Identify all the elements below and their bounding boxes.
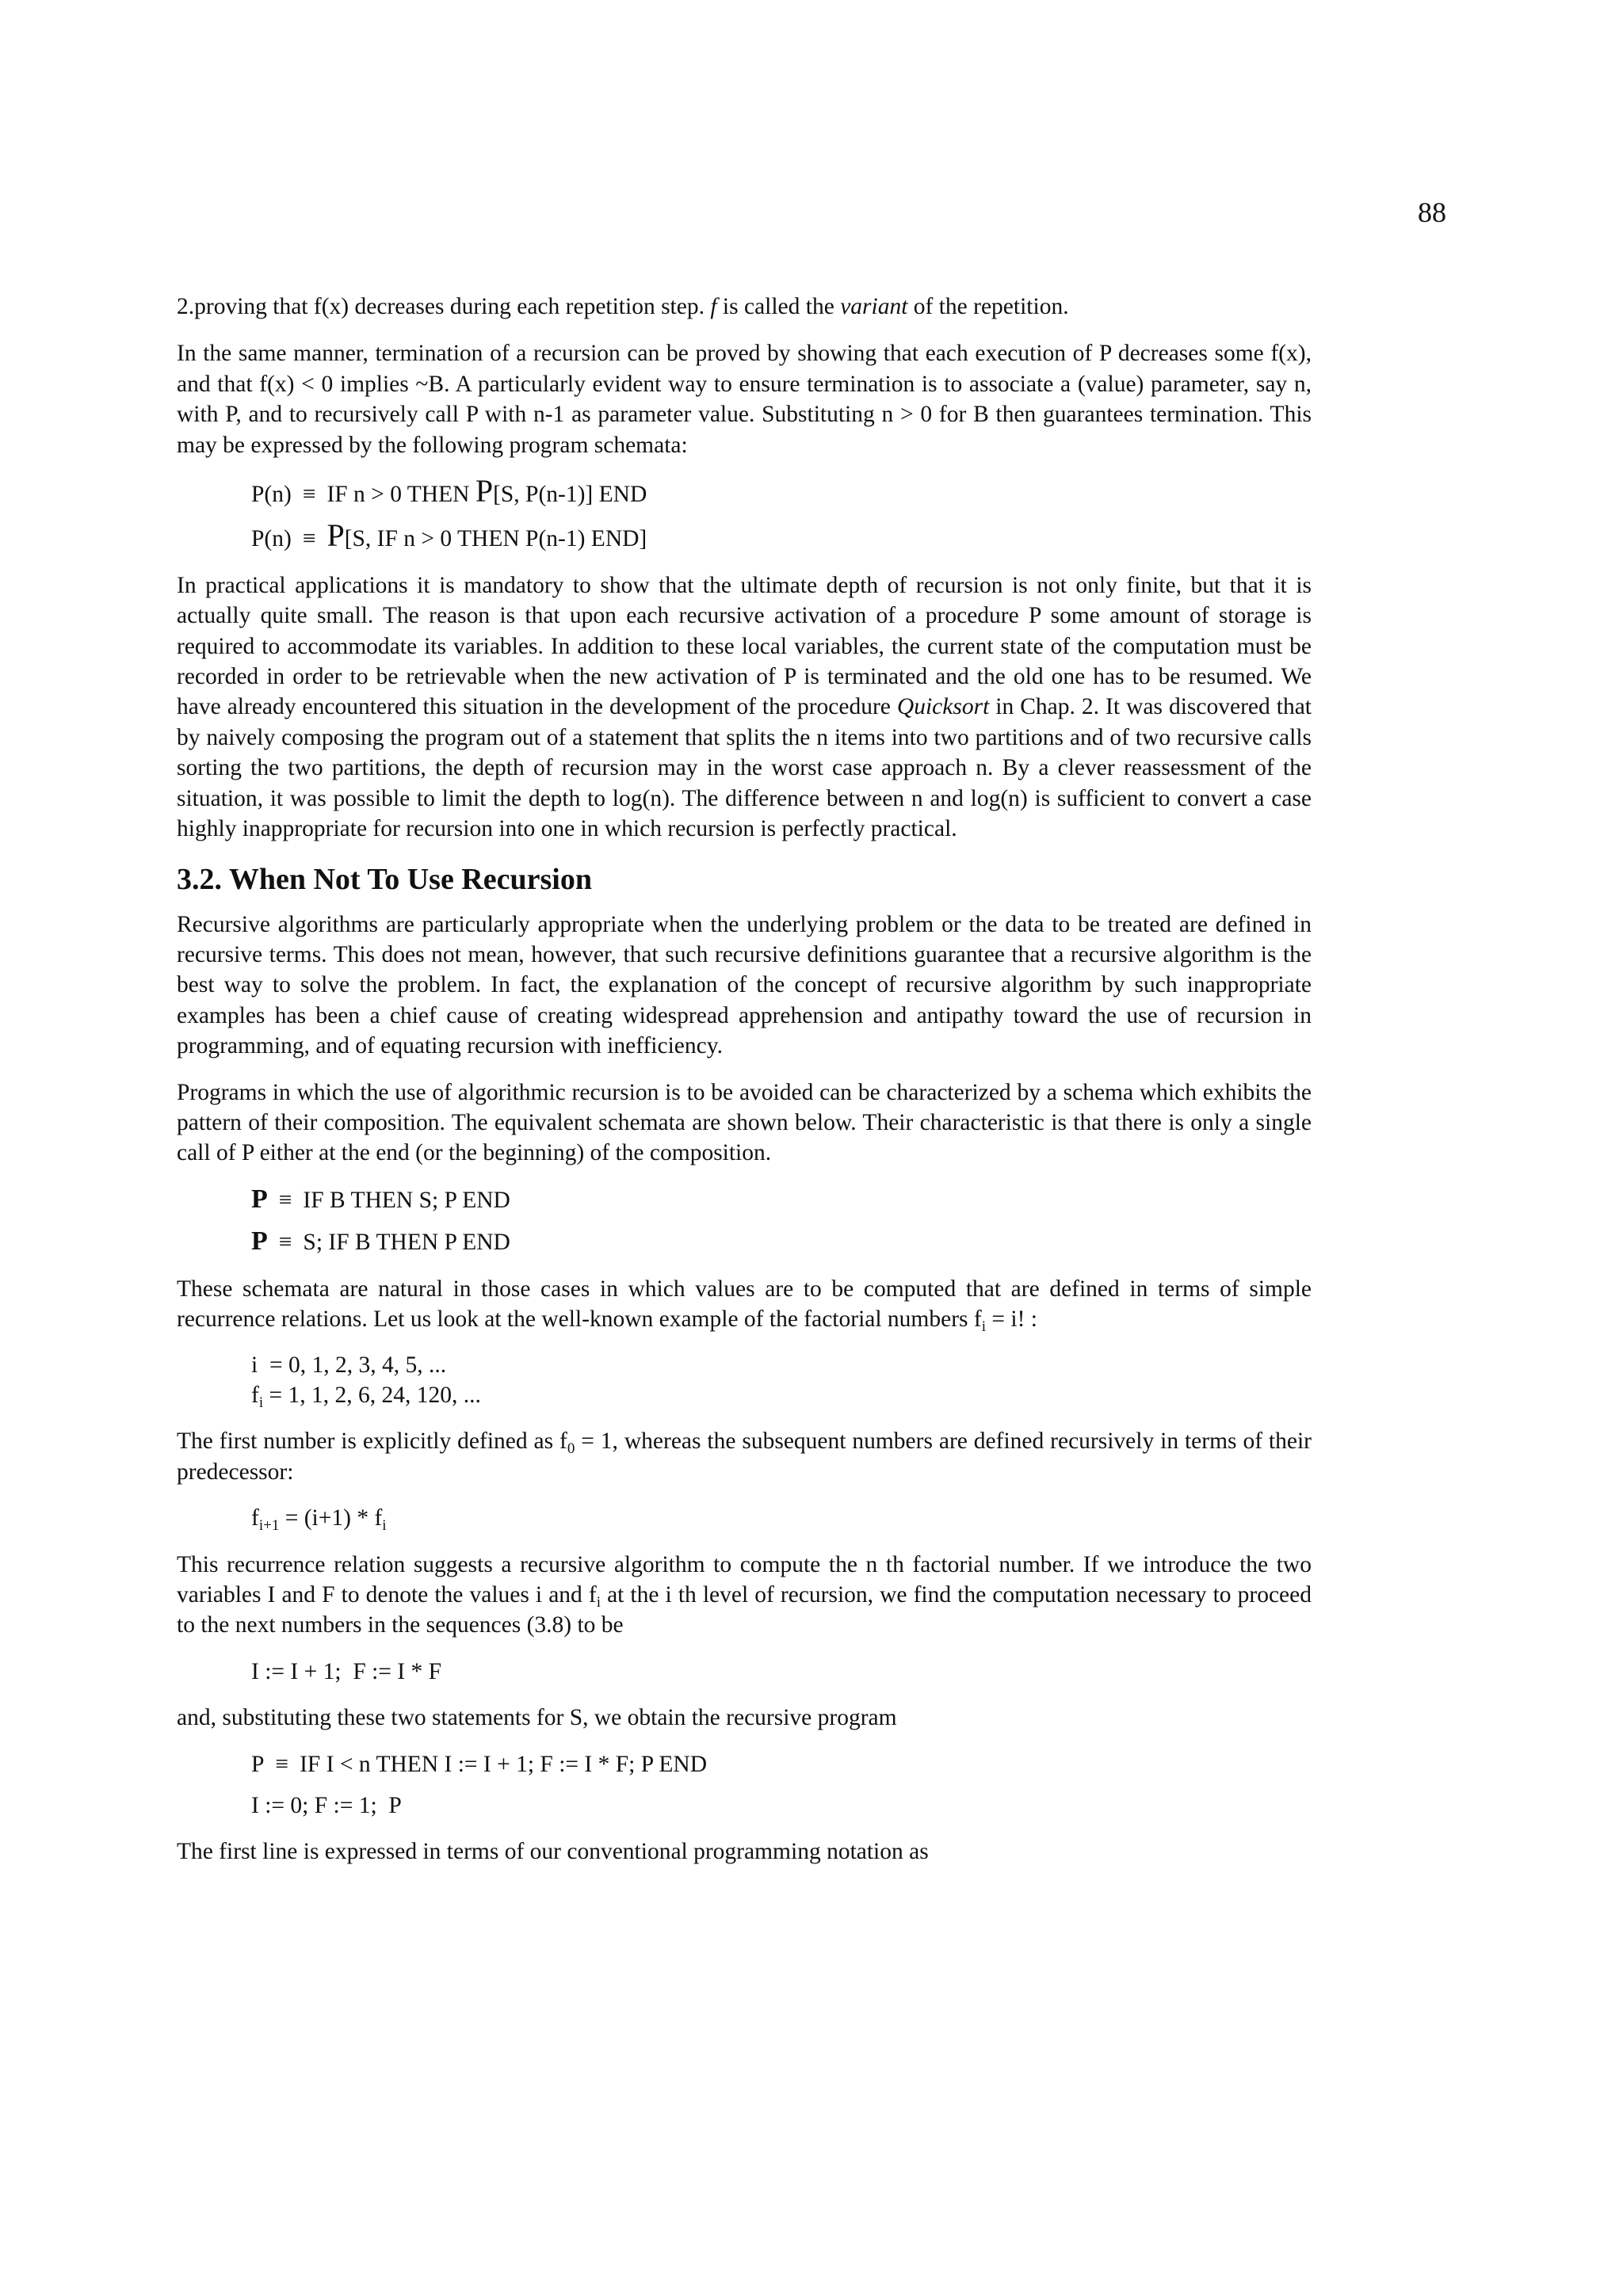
page-body [177,292,1312,1883]
subscript: 0 [567,1440,575,1458]
page-number: 88 [1418,196,1446,228]
subscript: i [382,1517,387,1535]
schema-1-lhs: P(n) [251,482,292,508]
schema-4-rhs: S; IF B THEN P END [303,1230,510,1256]
paragraph-first-line: The first line is expressed in terms of our conventional programming notation as [177,1839,929,1865]
assignment-statements: I := I + 1; F := I * F [251,1658,442,1684]
paragraph-recurrence-a: This recurrence relation suggests a recursive algorithm to compute the n th factorial number. If we introduce the two variables I and F to denote the values i and f [177,1551,1312,1608]
composition-P: P [475,473,494,509]
paragraph-factorial-a: These schemata are natural in those cases in which values are to be computed that are defined in terms of simple recurrence relations. Let us look at the well-known example of the factorial numbers f [177,1276,1312,1332]
paragraph-first-number-a: The first number is explicitly defined as f [177,1428,567,1455]
subscript: i [258,1394,264,1412]
equiv-symbol: ≡ [302,526,316,552]
subscript: i [981,1318,987,1335]
composition-P: P [327,517,345,554]
paragraph-depth [177,570,1312,845]
paragraph-factorial-b: = i! : [986,1306,1037,1332]
schema-2 [251,517,1312,554]
term-variant: variant [840,294,908,319]
program-line-1: P ≡ IF I < n THEN I := I + 1; F := I * F; P END [251,1751,708,1777]
paragraph-first-number-b: = 1, whereas the subsequent numbers are defined recursively in terms of their predecessor: [177,1428,1312,1485]
factorial-sequence [251,1350,1312,1410]
paragraph-recursive-algorithms: Recursive algorithms are particularly appropriate when the underlying problem or the data to be treated are defined in recursive terms. This does not mean, however, that such recursive definitions guarantee that a recursive algorithm is the best way to solve the problem. In fact, the explanation of the concept of recursive algorithm by such inappropriate examples has been a chief cause of creating widespread apprehension and antipathy toward the use of recursion in programming, and of equating recursion with inefficiency. [177,911,1312,1059]
paragraph-substituting: and, substituting these two statements for S, we obtain the recursive program [177,1705,897,1731]
paragraph-factorial [177,1274,1312,1335]
paragraph-termination: In the same manner, termination of a recursion can be proved by showing that each execution of P decreases some f(x), and that f(x) < 0 implies ~B. A particularly evident way to ensure termination is to associate a (value) parameter, say n, with P, and to recursively call P with n-1 as parameter value. Substituting n > 0 for B then guarantees termination. This may be expressed by the following program schemata: [177,341,1312,458]
sequence-i: i = 0, 1, 2, 3, 4, 5, ... [251,1352,447,1379]
list-text-a: proving that f(x) decreases during each repetition step. [194,294,711,319]
equiv-symbol: ≡ [302,482,316,508]
equiv-symbol: ≡ [278,1187,292,1213]
variable-f: f [710,294,717,319]
schema-4-lhs: P [251,1226,268,1257]
equiv-symbol: ≡ [275,1751,289,1777]
schema-2-post: [S, IF n > 0 THEN P(n-1) END] [344,526,647,552]
paragraph-depth-a: In practical applications it is mandatory to show that the ultimate depth of recursion is not only finite, but that it is actually quite small. The reason is that upon each recursive activation of a procedure P some amount of storage is required to accommodate its variables. In addition to these local variables, the current state of the computation must be recorded in order to be retrievable when the new activation of P is terminated and the old one has to be resumed. We have already encountered this situation in the development of the procedure [177,572,1312,720]
equiv-symbol: ≡ [278,1230,292,1256]
paragraph-recurrence-b: at the i th level of recursion, we find the computation necessary to proceed to the next numbers in the sequences (3.8) to be [177,1582,1312,1638]
paragraph-depth-b: in Chap. 2. It was discovered that by naively composing the program out of a statement that splits the n items into two partitions and of two recursive calls sorting the two partitions, the depth of recursion may in the worst case approach n. By a clever reassessment of the situation, it was possible to limit the depth to log(n). The difference between n and log(n) is sufficient to convert a case highly inappropriate for recursion into one in which recursion is perfectly practical. [177,694,1312,842]
paragraph-recurrence [177,1550,1312,1641]
subscript: i+1 [258,1517,280,1535]
section-heading: 3.2. When Not To Use Recursion [177,862,592,896]
schema-1-post: [S, P(n-1)] END [493,482,647,508]
list-number: 2. [177,294,195,319]
schema-3-lhs: P [251,1184,268,1214]
list-text-c: of the repetition. [907,294,1069,319]
list-text-b: is called the [716,294,841,319]
sequence-f: $f_i = 1$, 1, 2, 6, 24, 120, ... [251,1383,481,1412]
schema-1 [251,473,1312,509]
recurrence-relation: $f_{i+1} = (i+1) * f_i$ [251,1505,387,1535]
schema-1-pre: IF n > 0 THEN [327,482,475,508]
subscript: i [596,1594,601,1611]
schema-4 [251,1226,1312,1257]
schema-3 [251,1184,1312,1215]
term-quicksort: Quicksort [896,694,990,720]
list-item-2 [177,292,1312,322]
paragraph-avoid-recursion: Programs in which the use of algorithmic recursion is to be avoided can be characterized by a schema which exhibits the pattern of their composition. The equivalent schemata are shown below. Their characteristic is that there is only a single call of P either at the end (or the beginning) of the composition. [177,1079,1312,1166]
schema-3-rhs: IF B THEN S; P END [303,1187,510,1213]
schema-2-lhs: P(n) [251,526,292,552]
paragraph-first-number [177,1426,1312,1487]
program-line-2: I := 0; F := 1; P [251,1793,402,1819]
